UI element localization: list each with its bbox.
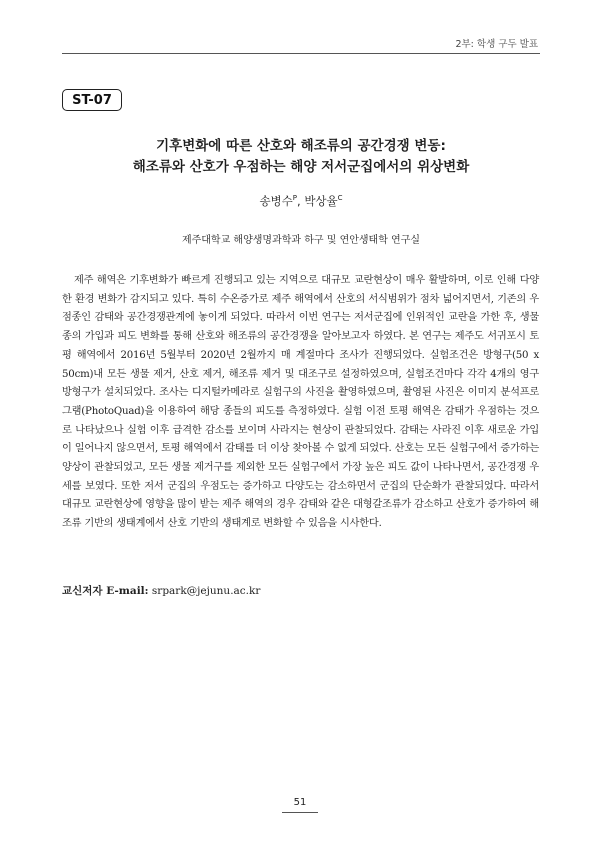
presentation-code-badge: ST-07 bbox=[62, 89, 122, 111]
paper-title bbox=[62, 136, 540, 178]
paper-title-line-1: 기후변화에 따른 산호와 해조류의 공간경쟁 변동: bbox=[156, 138, 446, 154]
presenter-mark: P bbox=[292, 194, 298, 203]
author-separator: , bbox=[297, 194, 305, 208]
author-list bbox=[62, 193, 540, 209]
affiliation: 제주대학교 해양생명과학과 하구 및 연안생태학 연구실 bbox=[181, 235, 421, 246]
abstract-body bbox=[62, 272, 539, 534]
author-name: 박상율 bbox=[304, 194, 338, 208]
email-label: 교신저자 E-mail: bbox=[62, 585, 149, 597]
author-name: 송병수 bbox=[259, 194, 293, 208]
page-number-underline bbox=[282, 812, 318, 813]
page-number: 51 bbox=[293, 797, 307, 808]
email-address[interactable]: srpark@jejunu.ac.kr bbox=[151, 585, 261, 597]
corresponding-email bbox=[62, 583, 260, 598]
section-header-label: 2부: 학생 구두 발표 bbox=[455, 39, 538, 50]
header-divider bbox=[62, 53, 540, 54]
corresponding-mark: C bbox=[337, 194, 343, 203]
paper-title-line-2: 해조류와 산호가 우점하는 해양 저서군집에서의 위상변화 bbox=[132, 159, 470, 175]
abstract-paragraph: 제주 해역은 기후변화가 빠르게 진행되고 있는 지역으로 대규모 교란현상이 매우 활발하며, 이로 인해 다양한 환경 변화가 감지되고 있다. 특히 수온증가로 제주 해역에서 산호의 서식범위가 점차 넓어지면서, 기존의 우점종인 감태와 공간경쟁관계에 놓이게 되었다. 따라서 이번 연구는 저서군집에 인위적인 교란을 가한 후, 생물 종의 가입과 피도 변화를 통해 산호와 해조류의 공간경쟁을 알아보고자 하였다. 본 연구는 제주도 서귀포시 토평 해역에서 2016년 5월부터 2020년 2월까지 매 계절마다 조사가 진행되었다. 실험조건은 방형구(50 x 50cm)내 모든 생물 제거, 산호 제거, 해조류 제거 및 대조구로 설정하였으며, 실험조건마다 각각 4개의 영구 방형구가 설치되었다. 조사는 디지털카메라로 실험구의 사진을 촬영하였으며, 촬영된 사진은 이미지 분석프로그램(PhotoQuad)을 이용하여 해당 종들의 피도를 측정하였다. 실험 이전 토평 해역은 감태가 우점하는 것으로 나타났으나 실험 이후 급격한 감소를 보이며 사라지는 현상이 관찰되었다. 감태는 사라진 이후 새로운 가입이 일어나지 않으면서, 토평 해역에서 감태를 더 이상 찾아볼 수 없게 되었다. 산호는 모든 실험구에서 증가하는 양상이 관찰되었고, 모든 생물 제거구를 제외한 모든 실험구에서 가장 높은 피도 값이 나타나면서, 공간경쟁 우세를 보였다. 또한 저서 군집의 우점도는 증가하고 다양도는 감소하면서 군집의 단순화가 관찰되었다. 따라서 대규모 교란현상에 영향을 많이 받는 제주 해역의 경우 감태와 같은 대형갈조류가 감소하고 산호가 증가하여 해조류 기반의 생태계에서 산호 기반의 생태계로 변화할 수 있음을 시사한다. bbox=[62, 275, 539, 530]
